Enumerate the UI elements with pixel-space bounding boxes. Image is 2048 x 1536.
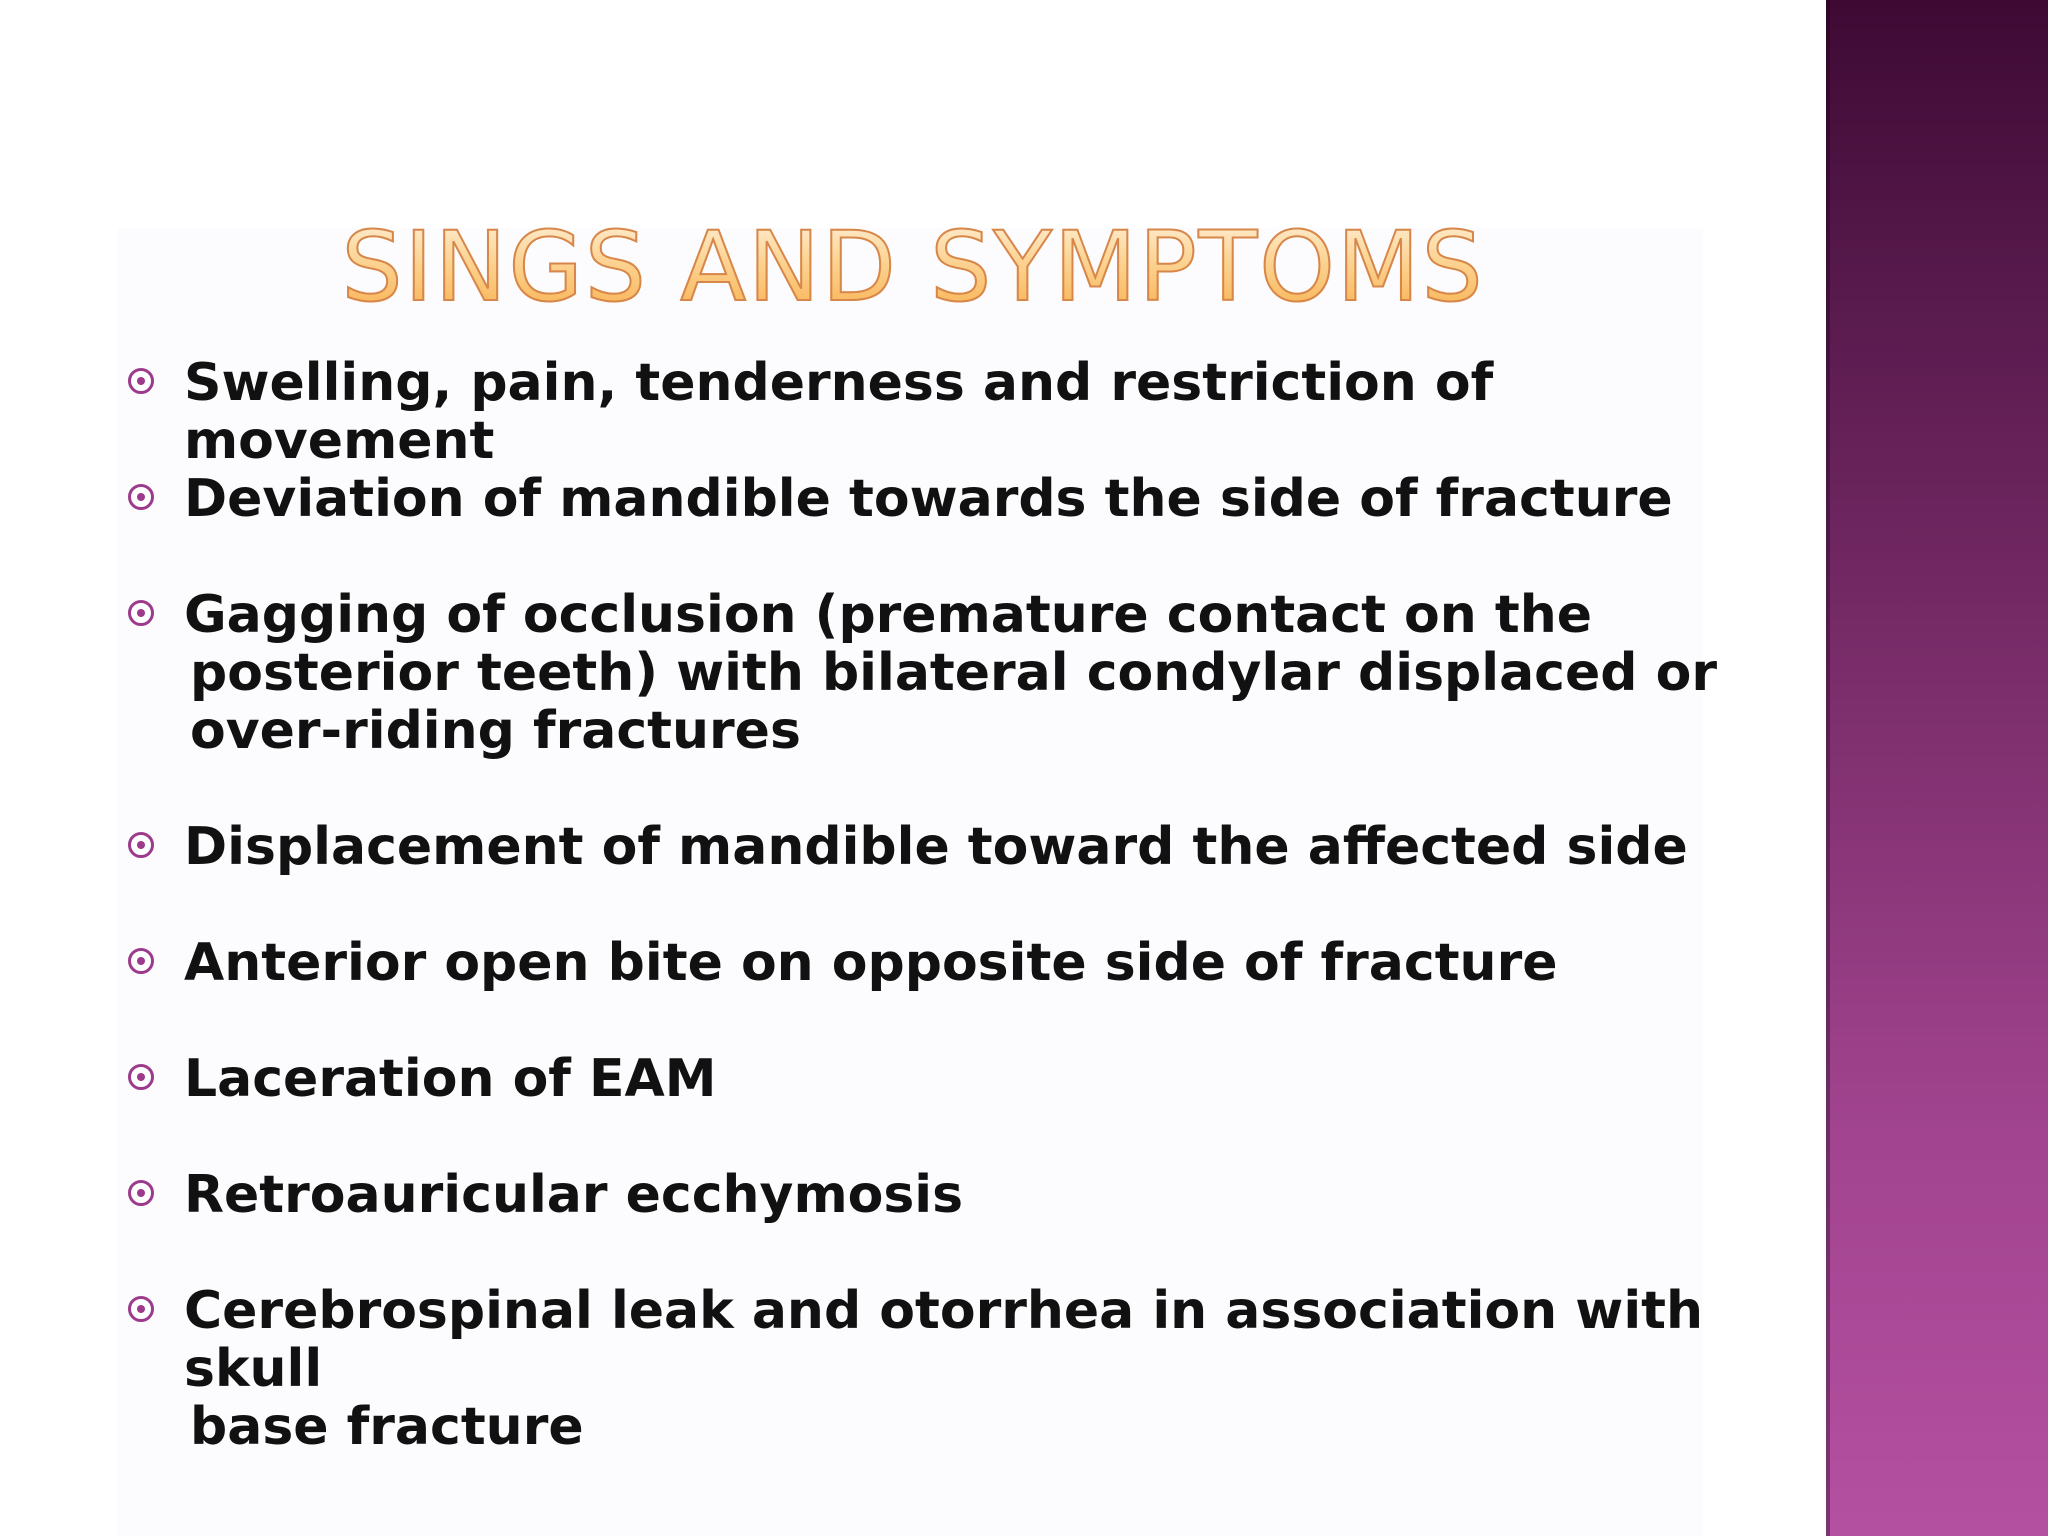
bullet-item <box>184 1050 1744 1108</box>
circled-dot-bullet-icon <box>128 1180 154 1206</box>
bullet-text: Gagging of occlusion (premature contact on the <box>184 585 1593 645</box>
bullet-item <box>184 586 1744 760</box>
bullet-text: Displacement of mandible toward the affected side <box>184 817 1688 877</box>
bullet-text-continuation: over-riding fractures <box>190 701 801 761</box>
decorative-side-band <box>1826 0 2048 1536</box>
side-band-edge <box>1826 0 1830 1536</box>
bullet-text: Anterior open bite on opposite side of fracture <box>184 933 1558 993</box>
bullet-text: Cerebrospinal leak and otorrhea in association with skull <box>184 1281 1704 1399</box>
circled-dot-bullet-icon <box>128 948 154 974</box>
bullet-text: Swelling, pain, tenderness and restriction of movement <box>184 353 1494 471</box>
bullet-item <box>184 470 1744 528</box>
circled-dot-bullet-icon <box>128 484 154 510</box>
bullet-text: Laceration of EAM <box>184 1049 717 1109</box>
bullet-item <box>184 818 1744 876</box>
bullet-item <box>184 934 1744 992</box>
circled-dot-bullet-icon <box>128 1064 154 1090</box>
bullet-item <box>184 1282 1744 1456</box>
slide-title-text: SINGS AND SYMPTOMS <box>341 211 1485 323</box>
circled-dot-bullet-icon <box>128 1296 154 1322</box>
bullet-item <box>184 1166 1744 1224</box>
bullet-item <box>184 354 1744 470</box>
bullet-text: Retroauricular ecchymosis <box>184 1165 964 1225</box>
circled-dot-bullet-icon <box>128 368 154 394</box>
circled-dot-bullet-icon <box>128 832 154 858</box>
bullet-text-continuation: posterior teeth) with bilateral condylar displaced or <box>190 643 1717 703</box>
bullet-text: Deviation of mandible towards the side of fracture <box>184 469 1673 529</box>
circled-dot-bullet-icon <box>128 600 154 626</box>
bullet-text-continuation: base fracture <box>190 1397 584 1457</box>
